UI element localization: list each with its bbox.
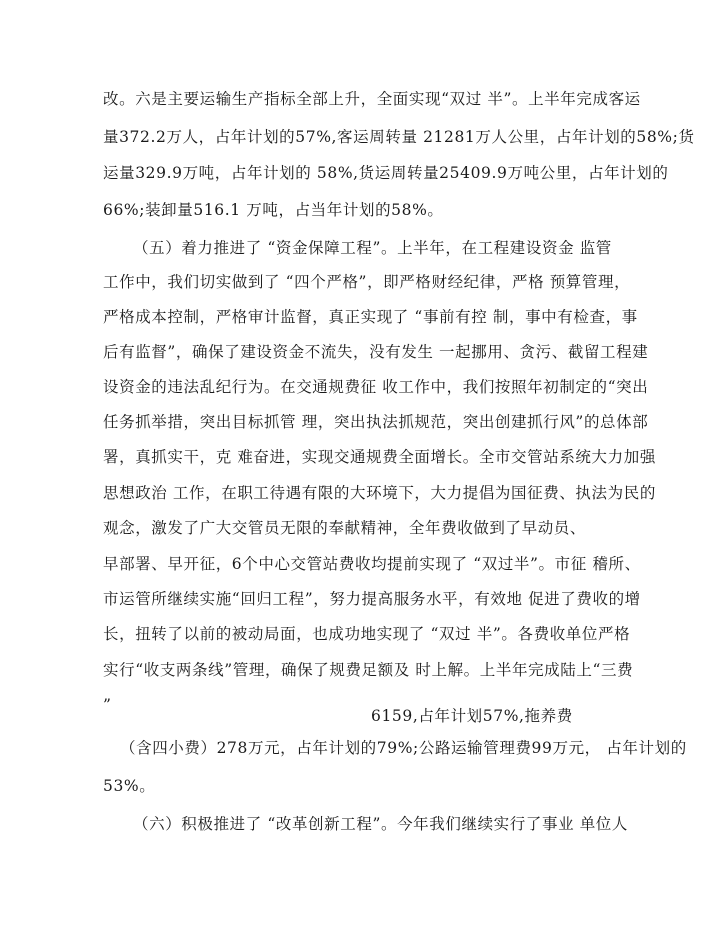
text-line: 思想政治 工作，在职工待遇有限的大环境下，大力提倡为国征费、执法为民的 (103, 484, 656, 502)
text-line: 实行“收支两条线”管理，确保了规费足额及 时上解。上半年完成陆上“三费 (103, 661, 634, 679)
text-line: 运量329.9万吨，占年计划的 58%,货运周转量25409.9万吨公里，占年计划的 (103, 164, 669, 182)
text-line: 长，扭转了以前的被动局面，也成功地实现了 “双过 半”。各费收单位严格 (103, 625, 631, 643)
text-line: 观念，激发了广大交管员无限的奉献精神，全年费收做到了早动员、 (103, 519, 587, 537)
section-5-heading-line: （五）着力推进了 “资金保障工程”。上半年，在工程建设资金 监管 (133, 239, 612, 257)
text-line: ” (103, 696, 112, 714)
text-line: （含四小费）278万元，占年计划的79%;公路运输管理费99万元， 占年计划的 (120, 739, 687, 757)
section-6-heading-line: （六）积极推进了 “改革创新工程”。今年我们继续实行了事业 单位人 (133, 815, 629, 833)
text-line: 署，真抓实干，克 难奋进，实现交通规费全面增长。全市交管站系统大力加强 (103, 448, 656, 466)
text-line: 工作中，我们切实做到了 “四个严格”，即严格财经纪律，严格 预算管理， (103, 273, 631, 291)
text-line: 改。六是主要运输生产指标全部上升，全面实现“双过 半”。上半年完成客运 (103, 90, 641, 108)
text-line: 量372.2万人，占年计划的57%,客运周转量 21281万人公里，占年计划的58%;货 (103, 128, 695, 146)
text-line: 任务抓举措，突出目标抓管 理，突出执法抓规范，突出创建抓行风”的总体部 (103, 413, 649, 431)
text-line: 53%。 (103, 777, 156, 795)
text-line: 66%;装卸量516.1 万吨，占当年计划的58%。 (103, 201, 444, 219)
text-line-fragment: 6159,占年计划57%,拖养费 (371, 707, 573, 725)
text-line: 后有监督”，确保了建设资金不流失，没有发生 一起挪用、贪污、截留工程建 (103, 343, 649, 361)
text-line: 严格成本控制，严格审计监督，真正实现了 “事前有控 制，事中有检查，事 (103, 308, 638, 326)
text-line: 早部署、早开征，6个中心交管站费收均提前实现了 “双过半”。市征 稽所、 (103, 555, 641, 573)
text-line: 设资金的违法乱纪行为。在交通规费征 收工作中，我们按照年初制定的“突出 (103, 378, 649, 396)
text-line: 市运管所继续实施“回归工程”，努力提高服务水平，有效地 促进了费收的增 (103, 590, 641, 608)
